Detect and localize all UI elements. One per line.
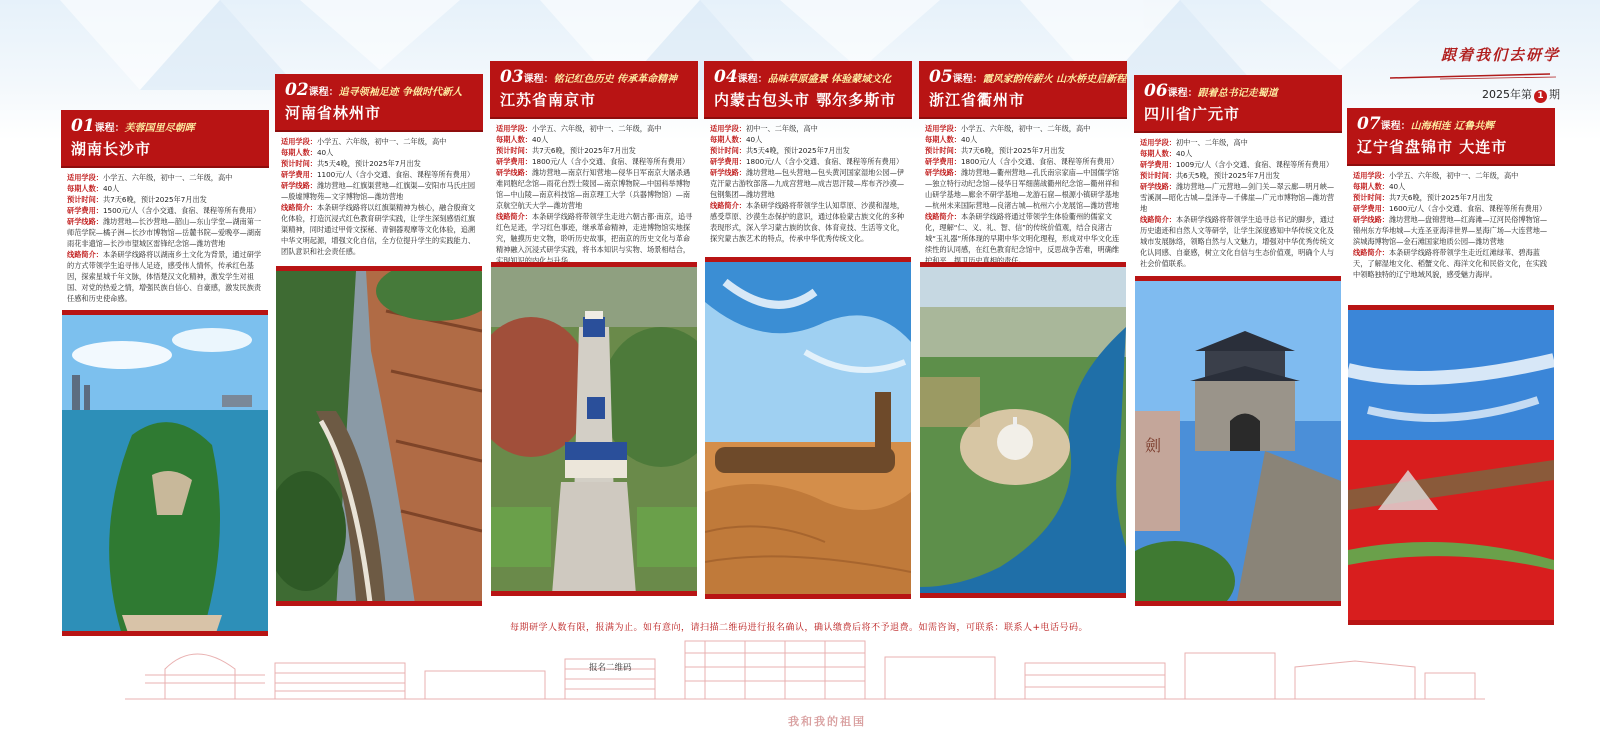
info-value: 40人 [1175, 149, 1193, 158]
brand-block [1380, 44, 1560, 103]
info-value: 40人 [316, 148, 334, 157]
info-key: 研学费用： [67, 206, 103, 215]
info-key: 线路简介： [67, 250, 103, 259]
course-photo-06 [1135, 276, 1341, 606]
course-word: 课程： [523, 74, 554, 85]
course-header [61, 110, 269, 166]
course-number: 03 [500, 67, 524, 87]
info-key: 线路简介： [496, 212, 532, 221]
course-number: 01 [71, 116, 95, 136]
course-subtitle: 山海相连 辽鲁共辉 [1410, 121, 1495, 132]
course-subtitle: 铭记红色历史 传承革命精神 [553, 74, 678, 85]
info-key: 每期人数： [281, 148, 317, 157]
info-row [67, 172, 265, 183]
info-value: 初中一、二年级，高中 [745, 124, 818, 133]
info-value: 40人 [1388, 182, 1406, 191]
qr-code-label: 报名二维码 [589, 663, 632, 673]
course-photo-03 [491, 262, 697, 596]
course-subtitle: 芙蓉国里尽朝晖 [124, 123, 195, 134]
info-row [496, 167, 694, 211]
info-key: 每期人数： [1140, 149, 1176, 158]
course-card-06 [1134, 75, 1342, 269]
info-key: 线路简介： [1140, 215, 1176, 224]
info-row [710, 156, 908, 167]
course-word: 课程： [737, 74, 768, 85]
info-value: 共7天6晚，预计2025年7月出发 [531, 146, 636, 155]
course-info [61, 166, 269, 304]
info-key: 预计时间： [710, 146, 746, 155]
info-value: 共7天6晚，预计2025年7月出发 [960, 146, 1065, 155]
info-value: 潍坊营地—长沙营地—韶山—东山学堂—湖南第一师范学院—橘子洲—长沙市博物馆—岳麓书院—爱晚亭—湖南雨花非遗馆—长沙市望城区雷锋纪念馆—潍坊营地 [67, 217, 262, 248]
info-key: 线路简介： [710, 201, 746, 210]
info-row [1353, 181, 1551, 192]
course-word: 课程： [1167, 88, 1198, 99]
course-info [275, 130, 483, 257]
course-photo-04 [705, 257, 911, 599]
course-title-line [1357, 114, 1547, 134]
issue-badge: 1 [1534, 90, 1547, 103]
info-value: 本条研学线路将通过带领学生体验衢州的儒家文化，理解“仁、义、礼、智、信”的传统价值观，结合良渚古城“玉礼器”所体现的早期中华文明化理程，形成对中华文化连续性的认同感，在红色教育纪念馆中，反思战争苦难，明确维护和平、捍卫历史真相的责任。 [925, 212, 1120, 265]
info-value: 40人 [531, 135, 549, 144]
course-card-03 [490, 61, 698, 266]
issue-prefix: 2025年第 [1482, 88, 1532, 101]
course-subtitle: 追寻领袖足迹 争做时代新人 [338, 87, 463, 98]
info-key: 每期人数： [1353, 182, 1389, 191]
info-row [496, 145, 694, 156]
info-key: 研学费用： [925, 157, 961, 166]
info-value: 共7天6晚，预计2025年7月出发 [102, 195, 207, 204]
course-card-07 [1347, 108, 1555, 280]
info-value: 小学五、六年级，初中一、二年级，高中 [531, 124, 662, 133]
info-key: 预计时间： [67, 195, 103, 204]
course-city: 湖南长沙市 [71, 140, 152, 158]
course-info [704, 117, 912, 244]
info-key: 每期人数： [67, 184, 103, 193]
course-word: 课程： [1380, 121, 1411, 132]
info-key: 研学费用： [496, 157, 532, 166]
course-photo-01 [62, 310, 268, 636]
info-row [710, 145, 908, 156]
info-key: 预计时间： [496, 146, 532, 155]
info-value: 40人 [745, 135, 763, 144]
course-header [704, 61, 912, 117]
course-city: 江苏省南京市 [500, 91, 597, 109]
info-value: 小学五、六年级，初中一、二年级，高中 [102, 173, 233, 182]
info-key: 研学费用： [1353, 204, 1389, 213]
info-row [710, 167, 908, 200]
info-value: 40人 [102, 184, 120, 193]
info-key: 研学费用： [1140, 160, 1176, 169]
issue-suffix: 期 [1549, 88, 1560, 101]
course-info [490, 117, 698, 266]
course-subtitle: 霞风家韵传薪火 山水桥史启新程 [982, 74, 1127, 85]
info-key: 线路简介： [1353, 248, 1389, 257]
course-word: 课程： [308, 87, 339, 98]
info-key: 预计时间： [925, 146, 961, 155]
course-city: 河南省林州市 [285, 104, 382, 122]
info-row [67, 205, 265, 216]
info-row [1353, 170, 1551, 181]
skyline-illustration [125, 633, 1485, 705]
course-city: 四川省广元市 [1144, 105, 1241, 123]
info-value: 潍坊营地—红旗渠营地—红旗渠—安阳市马氏庄园—殷墟博物苑—文字博物馆—潍坊营地 [281, 181, 476, 201]
info-row [281, 202, 479, 257]
info-row [1353, 214, 1551, 247]
info-value: 1100元/人（含小交通、食宿、课程等所有费用） [316, 170, 475, 179]
info-value: 共5天4晚，预计2025年7月出发 [316, 159, 421, 168]
course-card-05 [919, 61, 1127, 266]
course-header [919, 61, 1127, 117]
course-info [1134, 131, 1342, 269]
info-row [1140, 214, 1338, 269]
info-row [925, 134, 1123, 145]
info-value: 1500元/人（含小交通、食宿、课程等所有费用） [102, 206, 261, 215]
course-number: 05 [929, 67, 953, 87]
info-value: 本条研学线路将带领学生认知草原、沙漠和湿地，感受草原、沙漠生态保护的意识，通过体验蒙古族文化的多种表现形式，深入学习蒙古族的饮食、体育竞技、生活等文化，探究蒙古族艺术的特点，传承中华优秀传统文化。 [710, 201, 905, 243]
info-key: 适用学段： [281, 137, 317, 146]
info-value: 潍坊营地—南京行知营地—侵华日军南京大屠杀遇难同胞纪念馆—雨花台烈士陵园—南京博物院—中国科举博物馆—中山陵—南京科技馆—南京理工大学（兵器博物馆）—南京航空航天大学—潍坊营地 [496, 168, 691, 210]
info-value: 潍坊营地—衢州营地—孔氏南宗家庙—中国儒学馆—独立特行动纪念馆—侵华日军细菌战衢州纪念馆—衢州祥和山研学基地—廊余不研学基地—龙游石窟—根源小镇研学基地—杭州未来国际营地—良渚古城—杭州六小龙展馆—潍坊营地 [925, 168, 1120, 210]
info-value: 潍坊营地—盘锦营地—红海滩—辽河民俗博物馆—锦州东方华地城—大连圣亚海洋世界—星海广场—大连营地—滨城海博物馆—金石滩国家地质公园—潍坊营地 [1353, 215, 1548, 246]
info-row [496, 156, 694, 167]
info-row [281, 169, 479, 180]
info-row [925, 145, 1123, 156]
info-row [67, 194, 265, 205]
info-key: 研学费用： [710, 157, 746, 166]
info-value: 1800元/人（含小交通、食宿、课程等所有费用） [960, 157, 1119, 166]
info-key: 适用学段： [710, 124, 746, 133]
info-value: 本条研学线路将以红旗渠精神为核心，融合殷商文化体验，打造沉浸式红色教育研学实践，让学生深刻感悟红旗渠精神，同时通过甲骨文探秘、青铜器观摩等文化体验，追溯中华文明起源，增强文化自信，全方位提升学生的实践能力、团队意识和社会责任感。 [281, 203, 476, 256]
course-info [1347, 164, 1555, 280]
info-key: 研学线路： [67, 217, 103, 226]
footer-note: 每期研学人数有限，报满为止。如有意向，请扫描二维码进行报名确认，确认缴费后将不予退费。如需咨询，可联系：联系人+电话号码。 [510, 623, 1089, 633]
info-key: 适用学段： [925, 124, 961, 133]
info-value: 共5天4晚，预计2025年7月出发 [745, 146, 850, 155]
course-number: 07 [1357, 114, 1381, 134]
course-number: 04 [714, 67, 738, 87]
info-row [281, 147, 479, 158]
course-title-line [1144, 81, 1334, 101]
course-title-line [285, 80, 475, 100]
info-value: 小学五、六年级，初中一、二年级，高中 [960, 124, 1091, 133]
info-row [1140, 170, 1338, 181]
info-value: 小学五、六年级，初中一、二年级，高中 [316, 137, 447, 146]
info-value: 共7天6晚，预计2025年7月出发 [1388, 193, 1493, 202]
course-photo-07 [1348, 305, 1554, 625]
info-key: 预计时间： [1353, 193, 1389, 202]
course-header [490, 61, 698, 117]
info-value: 1800元/人（含小交通、食宿、课程等所有费用） [531, 157, 690, 166]
info-row [710, 134, 908, 145]
course-photo-02 [276, 266, 482, 606]
course-city: 辽宁省盘锦市 大连市 [1357, 138, 1508, 156]
info-value: 小学五、六年级，初中一、二年级，高中 [1388, 171, 1519, 180]
info-key: 适用学段： [1140, 138, 1176, 147]
course-subtitle: 品味草原盛景 体验蒙域文化 [767, 74, 892, 85]
info-key: 研学线路： [1140, 182, 1176, 191]
info-row [925, 156, 1123, 167]
info-value: 1800元/人（含小交通、食宿、课程等所有费用） [745, 157, 904, 166]
info-key: 研学线路： [710, 168, 746, 177]
info-key: 预计时间： [1140, 171, 1176, 180]
info-row [281, 158, 479, 169]
info-row [1140, 159, 1338, 170]
info-value: 本条研学线路将带领学生追寻总书记的脚步，通过历史遗迹和自然人文等研学，让学生深度感知中华传统文化及城市发展脉络，领略自然与人文魅力，增强对中华优秀传统文化认同感、自豪感，树立文化自信与生态价值观，明确个人与社会价值联系。 [1140, 215, 1335, 268]
info-row [67, 249, 265, 304]
info-key: 研学费用： [281, 170, 317, 179]
info-key: 适用学段： [1353, 171, 1389, 180]
info-row [1140, 148, 1338, 159]
info-value: 1600元/人（含小交通、食宿、课程等所有费用） [1388, 204, 1547, 213]
info-key: 线路简介： [281, 203, 317, 212]
course-photo-05 [920, 262, 1126, 598]
info-key: 每期人数： [925, 135, 961, 144]
info-value: 本条研学线路将以湖南乡土文化为背景，通过研学的方式带领学生追寻伟人足迹，感受伟人情怀，传承红色基因，探索星城千年文脉，体悟楚汉文化精神，激发学生对祖国、对党的热爱之情，增强民族自信心、自豪感，激发民族责任感和历史使命感。 [67, 250, 262, 303]
info-row [710, 123, 908, 134]
info-row [67, 183, 265, 194]
course-title-line [714, 67, 904, 87]
bottom-title: 我和我的祖国 [788, 715, 866, 728]
course-info [919, 117, 1127, 266]
course-header [1134, 75, 1342, 131]
info-row [925, 123, 1123, 134]
info-key: 每期人数： [710, 135, 746, 144]
issue-number [1380, 86, 1560, 103]
brand-slogan: 跟着我们去研学 [1440, 46, 1560, 64]
info-value: 本条研学线路将带领学生走近红滩绿苇、碧海蓝天，了解湿地文化、稻蟹文化、海洋文化和民俗文化，在实践中领略独特的辽宁地域风貌，感受魅力海岸。 [1353, 248, 1548, 279]
info-row [1353, 203, 1551, 214]
info-row [925, 211, 1123, 266]
course-city: 浙江省衢州市 [929, 91, 1026, 109]
info-value: 本条研学线路将带领学生走进六朝古都·南京，追寻红色足迹，学习红色事迹，继承革命精神，走进博物馆实地探究，触摸历史文物，聆听历史故事，把南京的历史文化与革命精神融入沉浸式研学实践，将书本知识与实物、场景相结合，实现知识的内化与升华。 [496, 212, 693, 265]
course-subtitle: 跟着总书记走蜀道 [1197, 88, 1278, 99]
info-row [925, 167, 1123, 211]
course-city: 内蒙古包头市 鄂尔多斯市 [714, 91, 897, 109]
info-row [1353, 192, 1551, 203]
course-number: 02 [285, 80, 309, 100]
course-number: 06 [1144, 81, 1168, 101]
info-value: 潍坊营地—广元营地—剑门关—翠云廊—明月峡—雪溪洞—昭化古城—皇泽寺—千佛崖—广元市博物馆—潍坊营地 [1140, 182, 1335, 213]
course-title-line [71, 116, 261, 136]
info-key: 研学线路： [1353, 215, 1389, 224]
info-key: 适用学段： [67, 173, 103, 182]
info-value: 潍坊营地—包头营地—包头黄河国家湿地公园—伊克汗蒙古游牧部落—九成宫营地—成吉思汗陵—库布齐沙漠—包钢集团—潍坊营地 [710, 168, 905, 199]
info-value: 初中一、二年级，高中 [1175, 138, 1248, 147]
info-row [281, 136, 479, 147]
info-key: 研学线路： [925, 168, 961, 177]
course-card-04 [704, 61, 912, 244]
course-header [275, 74, 483, 130]
info-value: 共6天5晚，预计2025年7月出发 [1175, 171, 1280, 180]
brand-underline [1380, 72, 1560, 80]
course-card-02 [275, 74, 483, 257]
info-key: 研学线路： [496, 168, 532, 177]
info-row [496, 211, 694, 266]
info-value: 1009元/人（含小交通、食宿、课程等所有费用） [1175, 160, 1334, 169]
info-row [496, 134, 694, 145]
info-key: 每期人数： [496, 135, 532, 144]
course-header [1347, 108, 1555, 164]
info-key: 研学线路： [281, 181, 317, 190]
info-row [710, 200, 908, 244]
course-card-01 [61, 110, 269, 304]
info-row [67, 216, 265, 249]
info-row [1353, 247, 1551, 280]
course-word: 课程： [952, 74, 983, 85]
course-title-line [500, 67, 690, 87]
info-key: 线路简介： [925, 212, 961, 221]
course-title-line [929, 67, 1127, 87]
info-key: 适用学段： [496, 124, 532, 133]
info-row [1140, 181, 1338, 214]
svg-text:劍: 劍 [1145, 436, 1162, 455]
info-key: 预计时间： [281, 159, 317, 168]
info-value: 40人 [960, 135, 978, 144]
info-row [281, 180, 479, 202]
info-row [496, 123, 694, 134]
info-row [1140, 137, 1338, 148]
course-word: 课程： [94, 123, 125, 134]
